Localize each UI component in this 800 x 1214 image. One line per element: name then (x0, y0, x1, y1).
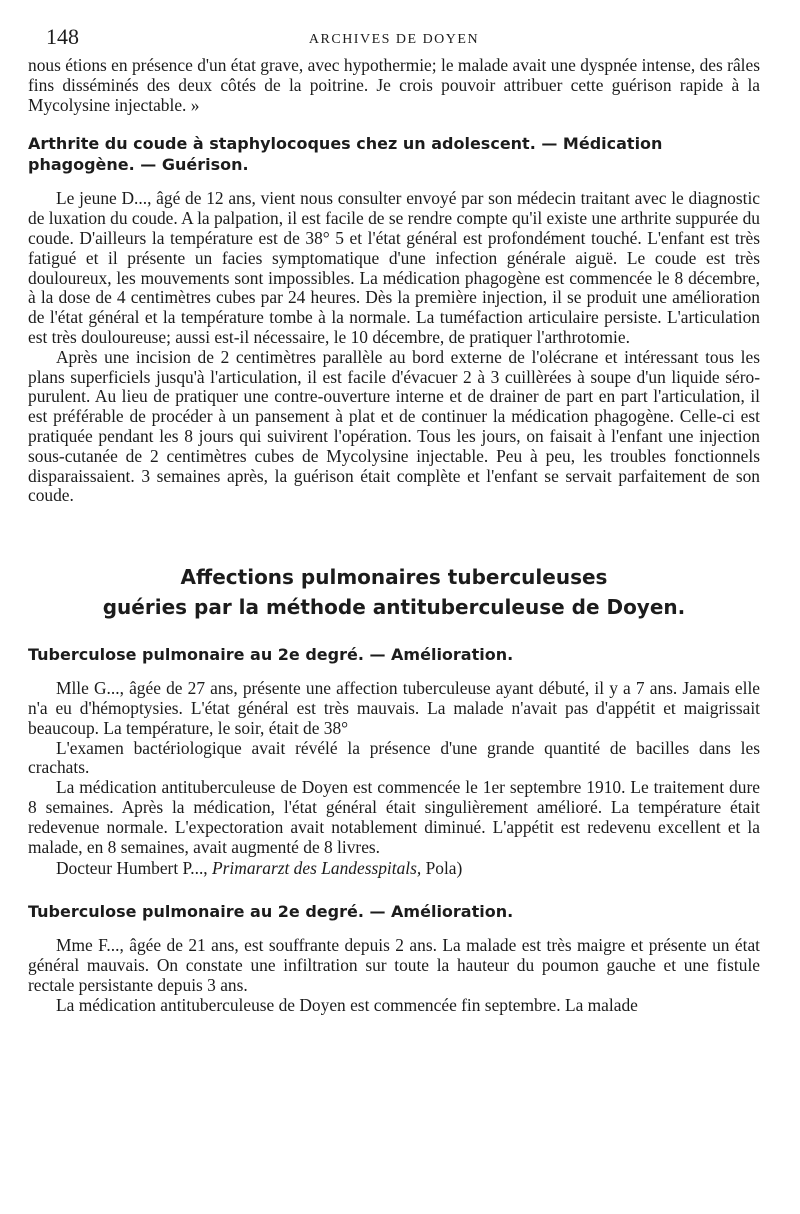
case3-paragraph: Mme F..., âgée de 21 ans, est souffrante depuis 2 ans. La malade est très maigre et présente un état général mauvais. On constate une infiltration sur toute la hauteur du poumon gauche et une fistule rectale persistante depuis 3 ans. (28, 935, 760, 995)
case2-paragraph: Mlle G..., âgée de 27 ans, présente une affection tuberculeuse ayant débuté, il y a 7 ans. Jamais elle n'a eu d'hémoptysies. L'état général est très mauvais. La malade n'avait pas d'appétit et maigrissait beaucoup. La température, le soir, était de 38° (28, 678, 760, 738)
page-number: 148 (46, 24, 79, 49)
signature-name: Docteur Humbert P..., (56, 858, 208, 879)
running-head: ARCHIVES DE DOYEN (308, 32, 480, 47)
case2-paragraph: L'examen bactériologique avait révélé la présence d'une grande quantité de bacilles dans les crachats. (28, 737, 760, 778)
case-title-tuberculosis-1: Tuberculose pulmonaire au 2e degré. — Amélioration. (28, 645, 514, 665)
signature-title: Primararzt des Landesspitals, (212, 858, 422, 879)
section-title-line1: Affections pulmonaires tuberculeuses (180, 565, 608, 590)
signature-place: Pola) (425, 858, 463, 879)
case1-paragraph: Le jeune D..., âgé de 12 ans, vient nous consulter envoyé par son médecin traitant avec le diagnostic de luxation du coude. A la palpation, il est facile de se rendre compte qu'il existe une arthrite suppurée du coude. D'ailleurs la température est de 38° 5 et l'état général est profondément touché. L'enfant est très fatigué et il présente un facies symptomatique d'une infection générale aiguë. Le coude est très douloureux, les mouvements sont impossibles. La médication phagogène est commencée le 8 décembre, à la dose de 4 centimètres cubes par 24 heures. Dès la première injection, il se produit une amélioration de l'état général et la température tombe à la normale. La tuméfaction articulaire persiste. L'articulation est très douloureuse; aussi est-il nécessaire, le 10 décembre, de pratiquer l'arthrotomie. (28, 188, 760, 347)
case1-paragraph: Après une incision de 2 centimètres parallèle au bord externe de l'olécrane et intéressant tous les plans superficiels jusqu'à l'articulation, il est facile d'évacuer 2 à 3 cuillèrées à soupe d'un liquide séro-purulent. Au lieu de pratiquer une contre-ouverture interne et de drainer de part en part l'articulation, il est préférable de procéder à un pansement à plat et de continuer la médication phagogène. Celle-ci est pratiquée pendant les 8 jours qui suivirent l'opération. Tous les jours, on faisait à l'enfant une injection sous-cutanée de 2 centimètres cubes de Mycolysine injectable. Peu à peu, les troubles fonctionnels disparaissaient. 3 semaines après, la guérison était complète et l'enfant se servait parfaitement de son coude. (28, 346, 760, 506)
case-title-tuberculosis-2: Tuberculose pulmonaire au 2e degré. — Amélioration. (28, 902, 514, 922)
page-header (28, 20, 760, 56)
case2-paragraph: La médication antituberculeuse de Doyen est commencée le 1er septembre 1910. Le traitement dure 8 semaines. Après la médication, l'état général était singulièrement amélioré. La température était redevenue normale. L'expectoration avait notablement diminué. L'appétit est redevenu excellent et la malade, en 8 semaines, avait augmenté de 8 livres. (28, 777, 760, 857)
signature (28, 857, 760, 879)
case3-paragraph: La médication antituberculeuse de Doyen est commencée fin septembre. La malade (56, 994, 638, 1015)
case-title-arthritis: Arthrite du coude à staphylocoques chez un adolescent. — Médication phagogène. — Guérison. (28, 134, 663, 175)
intro-paragraph: nous étions en présence d'un état grave, avec hypothermie; le malade avait une dyspnée intense, des râles fins disséminés des deux côtés de la poitrine. Je crois pouvoir attribuer cette guérison rapide à la Mycolysine injectable. » (28, 55, 760, 115)
section-title-line2: guéries par la méthode antituberculeuse de Doyen. (102, 595, 686, 620)
